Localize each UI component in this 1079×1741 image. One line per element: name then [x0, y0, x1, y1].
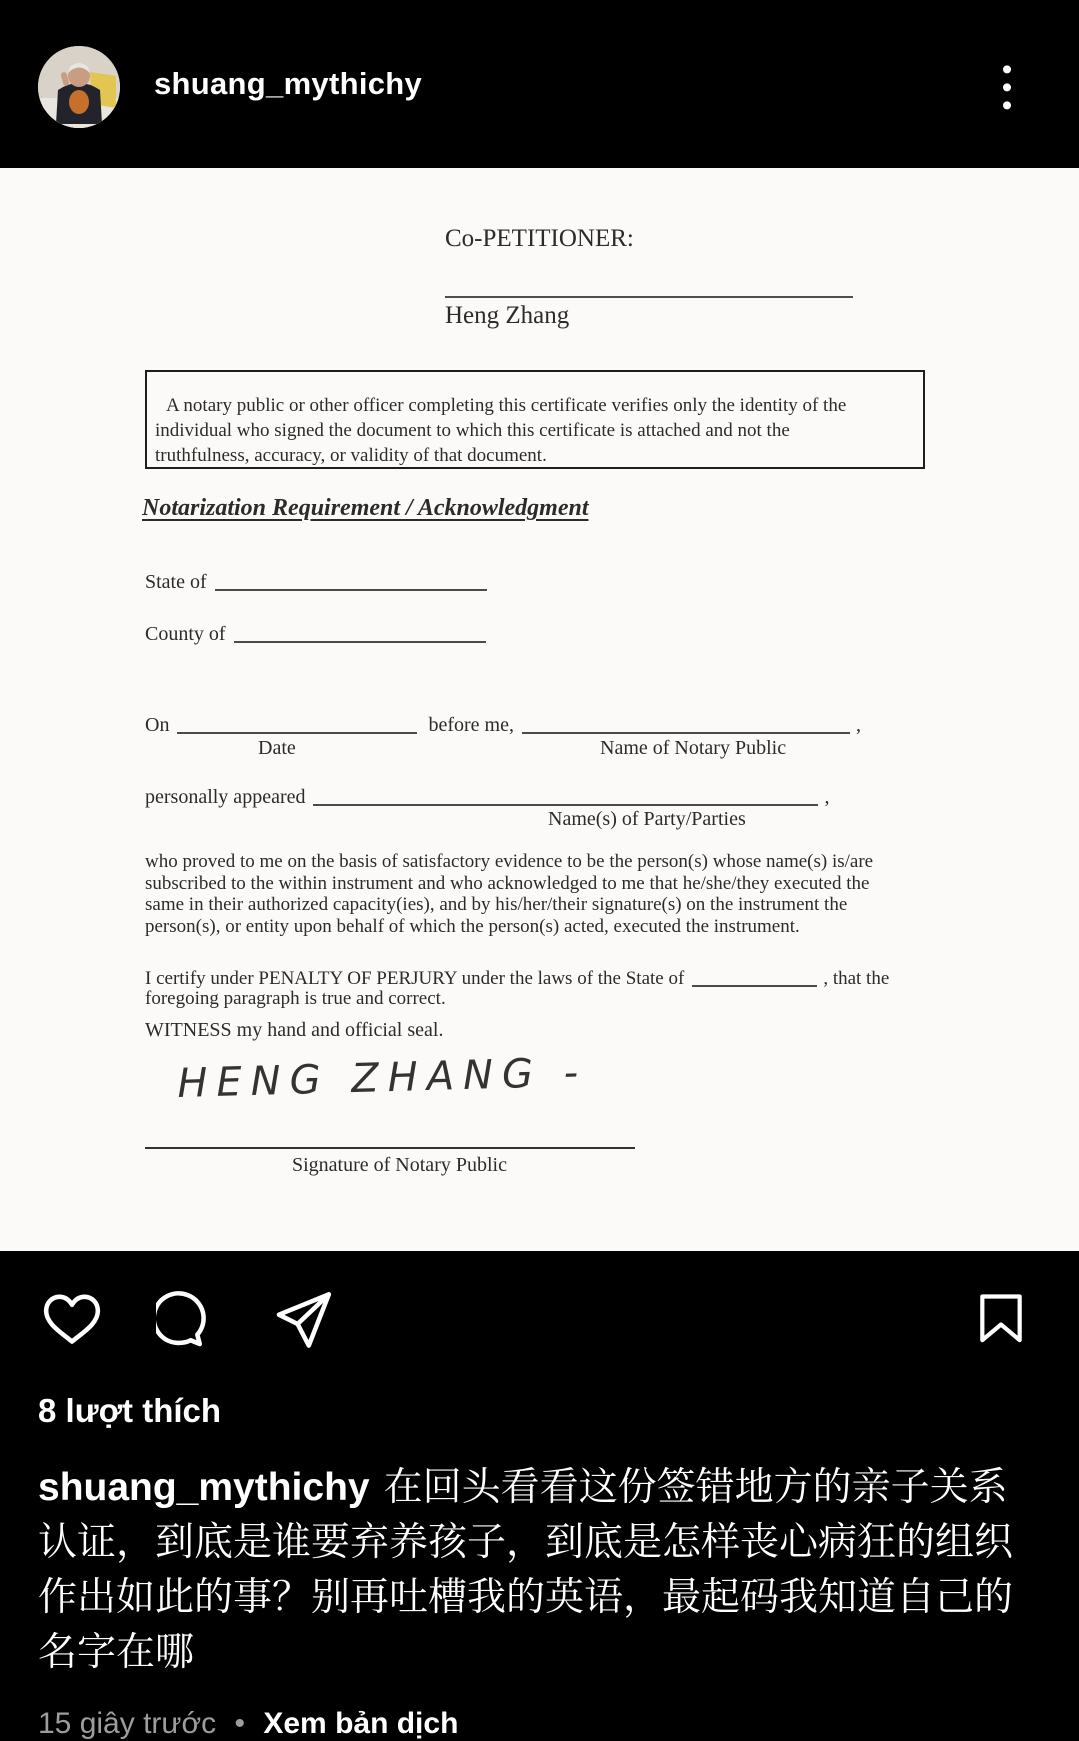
username[interactable]: shuang_mythichy: [154, 66, 423, 101]
co-petitioner-label: Co-PETITIONER:: [445, 225, 634, 252]
heart-icon: [40, 1288, 104, 1352]
notary-notice-box: [145, 370, 925, 469]
kebab-dot: [1003, 65, 1011, 73]
caption: [38, 1460, 1041, 1680]
post-footer: [38, 1707, 1041, 1741]
paragraph-line: person(s), or entity upon behalf of which the person(s) acted, executed the instrument.: [145, 915, 800, 937]
caption-username[interactable]: shuang_mythichy: [38, 1466, 370, 1509]
state-blank-field: [215, 571, 487, 591]
county-blank-field: [234, 623, 486, 643]
notary-name-sublabel: Name of Notary Public: [600, 737, 787, 759]
on-label: On: [145, 714, 170, 736]
paragraph-line: who proved to me on the basis of satisfactory evidence to be the person(s) whose name(s) is/are: [145, 851, 874, 872]
certify-line-2: foregoing paragraph is true and correct.: [145, 988, 446, 1009]
signature-of-notary-label: Signature of Notary Public: [292, 1154, 507, 1176]
likes-count[interactable]: 8 lượt thích: [38, 1392, 222, 1429]
avatar[interactable]: [38, 46, 120, 128]
comment-icon: [156, 1288, 220, 1352]
post-header: [0, 0, 1079, 168]
on-before-me-row: [145, 711, 861, 737]
avatar-photo: [38, 46, 120, 128]
county-of-label: County of: [145, 623, 226, 645]
personally-appeared-label: personally appeared: [145, 786, 306, 808]
caption-text: 在回头看看这份签错地方的亲子关系认证，到底是谁要弃养孩子，到底是怎样丧心病狂的组织作出如此的事？别再吐槽我的英语，最起码我知道自己的名字在哪: [38, 1466, 1014, 1674]
certify-text-end: , that the: [823, 968, 890, 989]
party-names-sublabel: Name(s) of Party/Parties: [548, 808, 746, 830]
kebab-dot: [1003, 101, 1011, 109]
notary-name-blank-field: [522, 714, 850, 734]
dot-separator: •: [234, 1707, 246, 1740]
share-icon: [272, 1288, 336, 1352]
petitioner-signature-line: [445, 296, 853, 298]
party-names-blank-field: [313, 786, 818, 806]
notary-signature-line: [145, 1147, 635, 1149]
share-button[interactable]: [272, 1288, 336, 1352]
notice-line: truthfulness, accuracy, or validity of that document.: [155, 445, 547, 466]
section-heading: Notarization Requirement / Acknowledgment: [142, 495, 589, 521]
county-of-row: [145, 620, 492, 646]
date-sublabel: Date: [258, 737, 296, 759]
state-of-row: [145, 568, 493, 594]
see-translation-link[interactable]: Xem bản dịch: [263, 1707, 459, 1740]
more-options-icon[interactable]: [997, 59, 1017, 115]
comma: ,: [824, 786, 830, 808]
before-me-label: before me,: [428, 714, 514, 736]
comma: ,: [855, 714, 861, 736]
date-blank-field: [177, 714, 417, 734]
handwritten-signature: HENG ZHANG -: [176, 1049, 588, 1107]
state-name-blank-field: [692, 968, 817, 987]
certify-text-start: I certify under PENALTY OF PERJURY under the laws of the State of: [145, 968, 685, 989]
acknowledgment-paragraph: [145, 851, 873, 937]
post-image-document[interactable]: [0, 168, 1079, 1251]
action-bar: [0, 1251, 1079, 1352]
timestamp: 15 giây trước: [38, 1707, 217, 1740]
kebab-dot: [1003, 83, 1011, 91]
save-button[interactable]: [973, 1288, 1029, 1348]
perjury-certify-row: [145, 965, 889, 990]
notice-line: individual who signed the document to which this certificate is attached and not the: [155, 420, 790, 441]
witness-line: WITNESS my hand and official seal.: [145, 1019, 444, 1041]
petitioner-name: Heng Zhang: [445, 302, 570, 329]
bookmark-icon: [973, 1288, 1029, 1348]
state-of-label: State of: [145, 571, 207, 593]
comment-button[interactable]: [156, 1288, 220, 1352]
notice-line: A notary public or other officer completing this certificate verifies only the identity of the: [166, 395, 847, 416]
personally-appeared-row: [145, 783, 829, 809]
paragraph-line: subscribed to the within instrument and who acknowledged to me that he/she/they executed the: [145, 872, 870, 894]
paragraph-line: same in their authorized capacity(ies), and by his/her/their signature(s) on the instrument the: [145, 894, 848, 915]
like-button[interactable]: [40, 1288, 104, 1352]
